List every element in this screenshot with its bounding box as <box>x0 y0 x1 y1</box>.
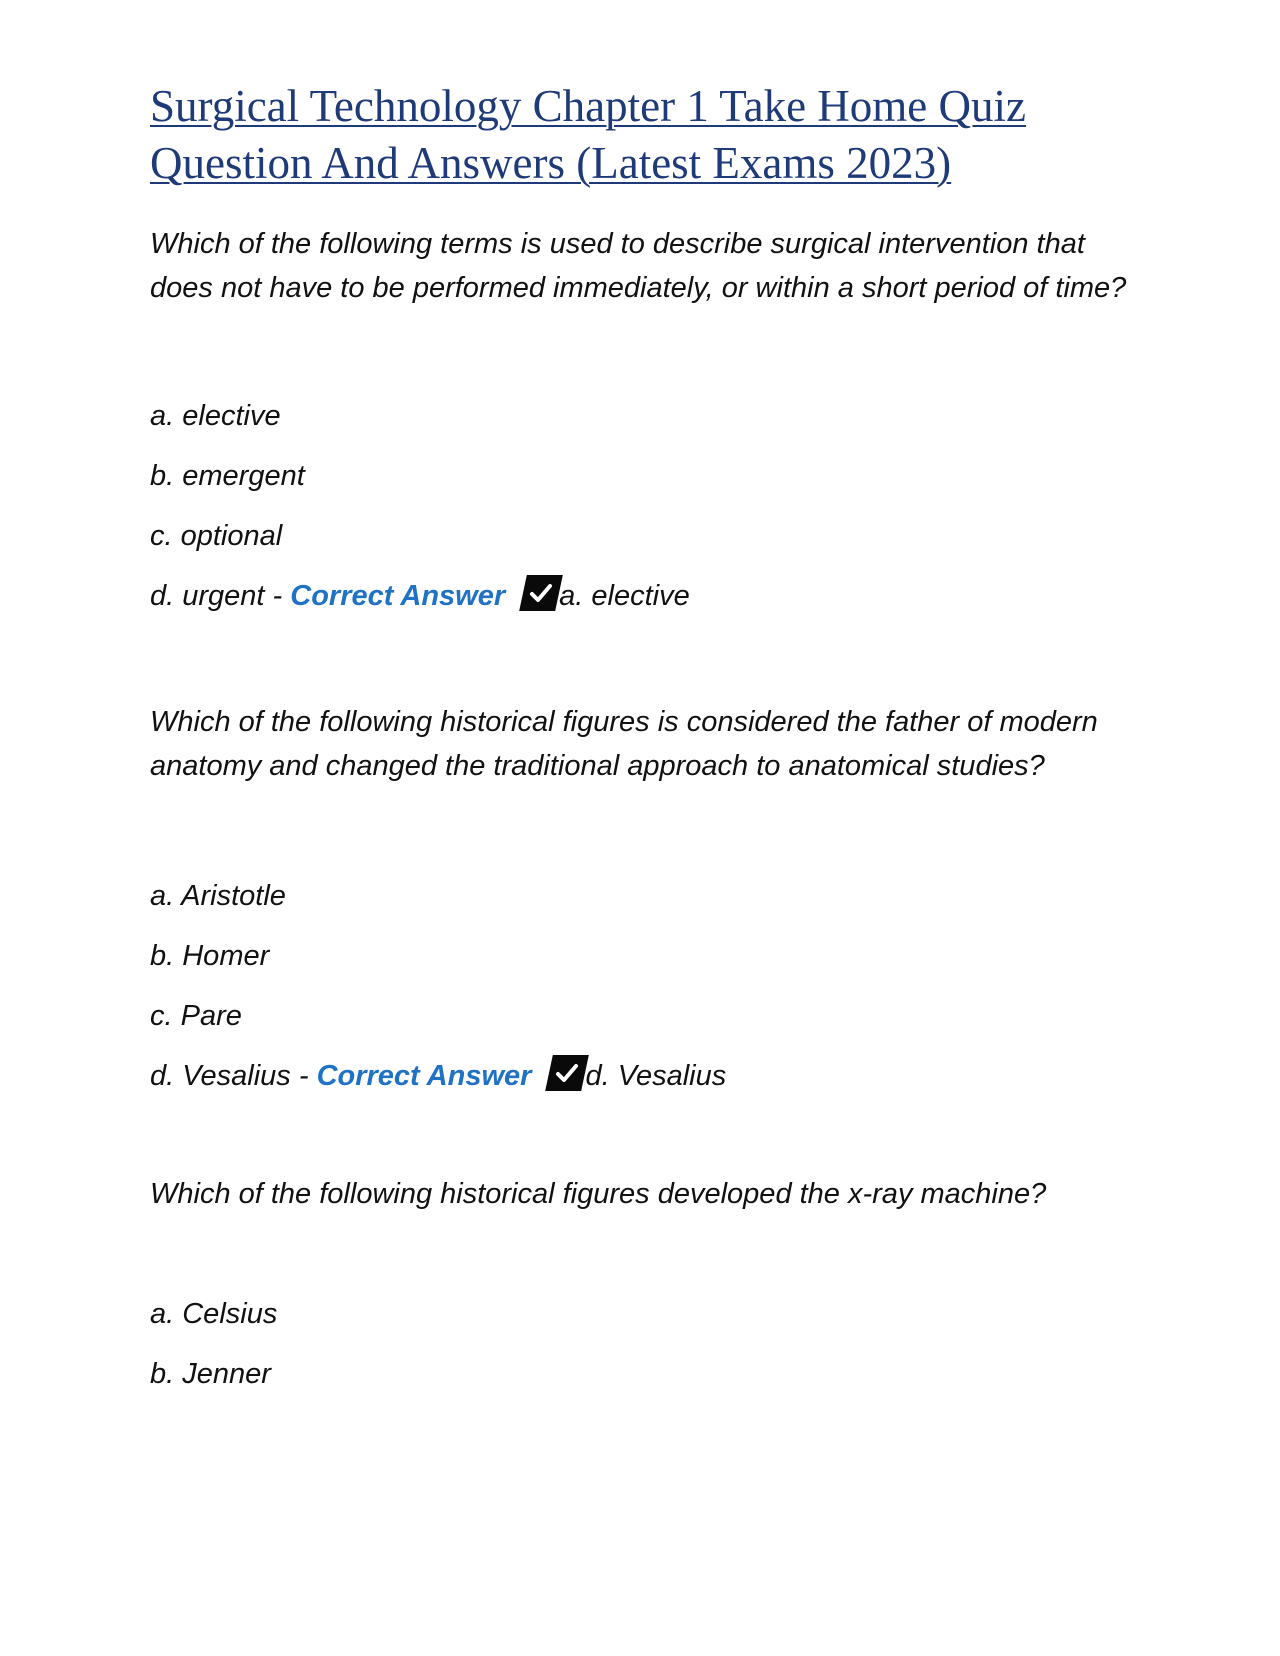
question-1 <box>150 222 1130 626</box>
checkmark-icon <box>546 1055 590 1091</box>
option-c: c. optional <box>150 520 283 552</box>
options-list <box>150 386 1130 626</box>
question-text: Which of the following terms is used to describe surgical intervention that does not have to be performed immediately, or within a short period of time? <box>150 228 1127 304</box>
checkmark-icon <box>519 575 563 611</box>
option-a: a. Celsius <box>150 1298 278 1330</box>
answer-value: a. elective <box>559 580 690 612</box>
option-b: b. Homer <box>150 940 270 972</box>
question-3 <box>150 1172 1130 1404</box>
answer-value: d. Vesalius <box>585 1060 727 1092</box>
correct-answer-label: Correct Answer <box>290 580 506 612</box>
option-d: d. urgent - <box>150 580 283 612</box>
correct-answer-label: Correct Answer <box>316 1060 532 1092</box>
title-line-2[interactable]: Question And Answers (Latest Exams 2023) <box>150 138 952 188</box>
option-d: d. Vesalius - <box>150 1060 309 1092</box>
option-a: a. elective <box>150 400 281 432</box>
question-2 <box>150 700 1130 1106</box>
option-d-with-answer <box>150 1046 1130 1106</box>
options-list <box>150 866 1130 1106</box>
document-page <box>150 78 1130 1404</box>
option-d-with-answer <box>150 566 1130 626</box>
question-text: Which of the following historical figures developed the x-ray machine? <box>150 1178 1047 1210</box>
option-b: b. emergent <box>150 460 305 492</box>
option-c: c. Pare <box>150 1000 242 1032</box>
page-title[interactable] <box>150 78 1130 192</box>
options-list <box>150 1284 1130 1404</box>
title-line-1[interactable]: Surgical Technology Chapter 1 Take Home Quiz <box>150 81 1027 131</box>
question-text: Which of the following historical figures is considered the father of modern anatomy and changed the traditional approach to anatomical studies? <box>150 706 1098 782</box>
option-a: a. Aristotle <box>150 880 286 912</box>
option-b: b. Jenner <box>150 1358 271 1390</box>
